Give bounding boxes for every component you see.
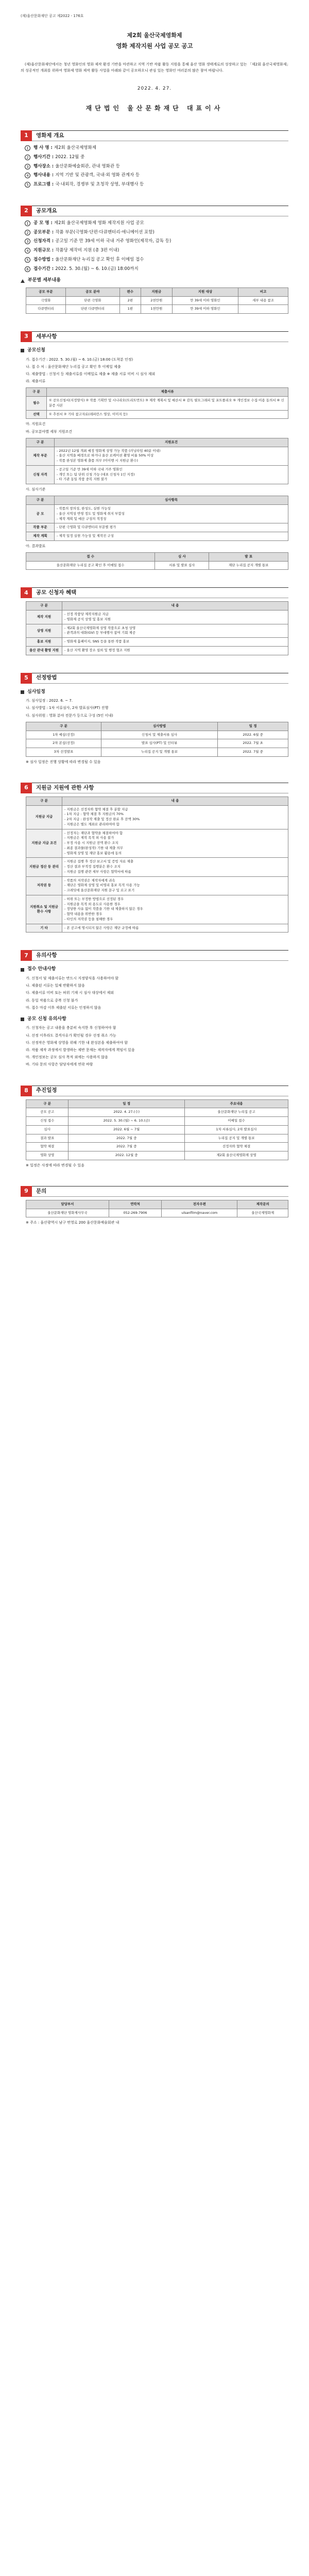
- section-detail: [21, 331, 288, 570]
- note: ※ 심사 일정은 진행 상황에 따라 변경될 수 있음: [26, 759, 101, 764]
- section-title: 유의사항: [36, 952, 57, 959]
- item-number: 4: [25, 248, 30, 253]
- subheading-text: 접수 안내사항: [27, 967, 56, 972]
- table-row: [26, 876, 288, 895]
- list-item: [25, 247, 288, 254]
- text-line: 다. 제출방법 : 신청서 등 제출서류를 이메일로 제출 ※ 제출 서류 미비 시 심사 제외: [26, 372, 156, 377]
- text-line: 나. 제출된 서류는 일체 반환하지 않음: [26, 984, 85, 988]
- column-header: 비고: [238, 287, 288, 296]
- item-value: 지역 기반 및 관광객, 국내·외 영화 관계자 등: [55, 173, 140, 178]
- column-header: 구 분: [26, 388, 47, 397]
- support-table: [26, 287, 288, 314]
- table-cell: 선정자와 협약 체결: [185, 1143, 288, 1151]
- table-row: [26, 1125, 288, 1134]
- section-number: 1: [21, 130, 32, 141]
- table-row: [26, 1108, 288, 1117]
- table-row: [26, 505, 288, 523]
- item-number: 2: [25, 155, 30, 160]
- square-bullet-icon: [21, 968, 24, 972]
- column-header: 심사항목: [55, 496, 288, 505]
- item-number: 1: [25, 221, 30, 226]
- table-row: [26, 895, 288, 924]
- table-cell: 2022. 5. 30.(월) ~ 6. 10.(금): [68, 1117, 185, 1126]
- organization-name: 재단법인 울산문화재단 대표이사: [85, 105, 224, 112]
- item-key: 접수방법 :: [33, 257, 54, 262]
- section-number: 5: [21, 673, 32, 684]
- section-title: 추진일정: [36, 1087, 57, 1094]
- row-label: 지원금 정산 등 관리: [26, 858, 62, 876]
- section-title: 세부사항: [36, 333, 57, 340]
- table-cell: 만 39세 이하 영화인: [172, 296, 238, 305]
- table-cell: 울산문화재단 누리집 공고 확인 후 이메일 접수: [26, 561, 155, 570]
- table-cell: 단편 다큐멘터리: [65, 305, 119, 314]
- table-cell: - 지원금은 선정자와 협약 체결 후 분할 지급 - 1차 지급 : 협약 체결 후 지원금의 70% - 2차 지급 : 완성작 제출 및 정산 완료 후 잔액 30% - 지원금은 별도 계좌로 관리하여야 함: [62, 805, 288, 829]
- section-header: [21, 206, 288, 216]
- item-key: 행사내용 :: [33, 173, 54, 178]
- text-line: 마. 개인정보는 공모 심사 목적 외에는 사용하지 않음: [26, 1055, 108, 1060]
- text-line: 가. 신청서 및 제출서류는 반드시 지정양식을 사용하여야 함: [26, 976, 119, 980]
- column-header: 전자우편: [162, 1200, 237, 1209]
- section-contact: [21, 1186, 288, 1226]
- table-cell: - 본 공고에 명시되지 않은 사항은 재단 규정에 따름: [62, 924, 288, 933]
- notice-date: 2022. 4. 27.: [137, 86, 172, 91]
- table-cell: - 단편 극영화 및 다큐멘터리 부문별 평가: [55, 523, 288, 532]
- item-value: 국·내외작, 경쟁부 및 초청작 상영, 부대행사 등: [55, 182, 144, 188]
- table-cell: 제2회 울산국제영화제 상영: [185, 1151, 288, 1160]
- subheading-text: 공모신청: [27, 348, 45, 353]
- table-cell: 2022. 4. 27.(수): [68, 1108, 185, 1117]
- column-header: 주요내용: [185, 1099, 288, 1108]
- list-item: [25, 257, 288, 263]
- section-header: [21, 673, 288, 684]
- column-header: 구 분: [26, 602, 62, 611]
- table-cell: 영화 상영: [26, 1151, 68, 1160]
- text-line: 가. 신청자는 공고 내용을 충분히 숙지한 후 신청하여야 함: [26, 1026, 116, 1030]
- table-row: [26, 611, 288, 624]
- table-header-row: [26, 552, 288, 561]
- row-label: 선택: [26, 410, 47, 419]
- section-number: 6: [21, 783, 32, 793]
- list-item: [25, 238, 288, 245]
- subheading: [21, 689, 288, 696]
- table-row: [26, 638, 288, 647]
- table-cell: ulsanfilm@naver.com: [162, 1209, 237, 1217]
- item-number: 4: [25, 173, 30, 178]
- column-header: 구 분: [26, 722, 101, 731]
- table-cell: 서류 및 발표 심사: [155, 561, 209, 570]
- column-header: 공모 부문: [26, 287, 66, 296]
- schedule-table: [26, 1099, 288, 1160]
- table-cell: 울산문화재단 누리집 공고: [185, 1108, 288, 1117]
- item-number: 3: [25, 164, 30, 170]
- table-cell: 2편: [119, 296, 141, 305]
- table-cell: - 2022년 12월 개최 예정 영화제 상영 가능 작품 (러닝타임 40분 이내) - 울산 지역을 배경으로 하거나 울산 로케이션 촬영 비율 50% 이상 - 작품 완성본 영화제 출품 의무 (미이행 시 지원금 환수): [55, 447, 288, 465]
- table-row: [26, 1117, 288, 1126]
- column-header: 공모 분야: [65, 287, 119, 296]
- table-row: [26, 397, 288, 411]
- intro-paragraph: (재)울산문화재단에서는 청년 영화인의 영화 제작 환경 기반을 마련하고 지역 기반 작품 활동 지원을 통해 울산 영화 생태계로의 성장하고 있는 「제2회 울산국제영화제」의 성공적인 개최를 위하여 영화제 영화 제작 활동 사업을 아래와 같이 공모하오니 관심 있는 영화인 여러분의 많은 참여 바랍니다.: [21, 62, 288, 73]
- table-header-row: [26, 602, 288, 611]
- section-number: 8: [21, 1086, 32, 1096]
- text-line: 나. 접 수 처 : 울산문화재단 누리집 공고 확인 후 이메일 제출: [26, 364, 121, 369]
- subheading-text: 부문별 세부내용: [28, 278, 61, 283]
- table-cell: - 울산 지역 촬영 장소 섭외 및 행정 협조 지원: [62, 646, 288, 655]
- table-row: [26, 1151, 288, 1160]
- item-key: 지원규모 :: [33, 248, 54, 253]
- section-grant: [21, 783, 288, 933]
- section-select: [21, 673, 288, 765]
- table-header-row: [26, 1099, 288, 1108]
- section-overview: [21, 130, 288, 188]
- table-row: [26, 624, 288, 638]
- item-number: 5: [25, 257, 30, 263]
- detail-lines: [21, 421, 288, 434]
- caution-lines: [21, 1025, 288, 1067]
- item-key: 행사장소 :: [33, 163, 54, 169]
- section-header: [21, 331, 288, 342]
- text-line: 바. 공모분야별 세부 지원조건: [26, 429, 73, 434]
- table-header-row: [26, 388, 288, 397]
- column-header: 심 사: [155, 552, 209, 561]
- select-lines: [21, 698, 288, 719]
- table-cell: ① 추천서 ② 기타 참고자료(레퍼런스 영상, 이미지 등): [47, 410, 288, 419]
- table-row: [26, 829, 288, 858]
- section-recruit: [21, 206, 288, 314]
- benefit-table: [26, 601, 288, 655]
- text-line: 라. 작품 제작 과정에서 발생하는 제반 문제는 제작자에게 책임이 있음: [26, 1047, 135, 1052]
- table-row: [26, 739, 288, 748]
- section-header: [21, 1186, 288, 1197]
- table-cell: 이메일 접수: [185, 1117, 288, 1126]
- column-header: 발 표: [209, 552, 288, 561]
- section-number: 2: [21, 206, 32, 216]
- table-row: [26, 858, 288, 876]
- table-row: [26, 532, 288, 541]
- table-cell: 다큐멘터리: [26, 305, 66, 314]
- row-label: 지원취소 및 지원금 환수 사항: [26, 895, 62, 924]
- subheading: [21, 1016, 288, 1023]
- table-cell: 2022. 12월 중: [68, 1151, 185, 1160]
- note: ※ 주소 : 울산광역시 남구 번영로 200 울산문화예술회관 내: [26, 1221, 119, 1225]
- column-header: 구 분: [26, 796, 62, 805]
- grant-table: [26, 796, 288, 933]
- text-line: 바. 기타 문의 사항은 담당자에게 연락 바람: [26, 1062, 93, 1067]
- list-item: [25, 154, 288, 161]
- table-cell: 단편 극영화: [65, 296, 119, 305]
- list-item: [25, 229, 288, 236]
- column-header: 제출서류: [47, 388, 288, 397]
- text-line: 라. 동일 작품으로 중복 신청 불가: [26, 998, 78, 1003]
- item-value: 제2회 울산국제영화제 영화 제작지원 사업 공모: [54, 220, 144, 226]
- column-header: 구 분: [26, 438, 55, 447]
- title-line-2: 영화 제작지원 사업 공모 공고: [116, 42, 193, 50]
- table-row: [26, 296, 288, 305]
- item-number: 2: [25, 230, 30, 235]
- table-header-row: [26, 496, 288, 505]
- table-cell: 2022. 7월 중: [68, 1143, 185, 1151]
- column-header: 내 용: [62, 602, 288, 611]
- table-cell: 2천만원: [141, 296, 172, 305]
- table-cell: 극영화: [26, 296, 66, 305]
- table-cell: 신청서 및 제출서류 심사: [101, 731, 217, 739]
- triangle-bullet-icon: [21, 279, 25, 283]
- section-header: [21, 950, 288, 961]
- text-line: 다. 심사위원 : 영화 분야 전문가 등으로 구성 (5인 이내): [26, 713, 113, 718]
- list-item: [25, 163, 288, 170]
- row-label: 홍보 지원: [26, 638, 62, 647]
- item-value: 작품 부문(극영화·단편·다큐멘터리·애니메이션 포함): [55, 229, 154, 235]
- list-item: [25, 145, 288, 151]
- title-line-1: 제2회 울산국제영화제: [127, 31, 182, 39]
- table-header-row: [26, 287, 288, 296]
- documents-table: [26, 387, 288, 419]
- table-header-row: [26, 1200, 288, 1209]
- table-cell: 2022. 6월 ~ 7월: [68, 1125, 185, 1134]
- section-header: [21, 130, 288, 141]
- table-cell: [238, 305, 288, 314]
- table-cell: - 선정 작품당 제작지원금 지급 - 영화제 공식 상영 및 홍보 지원: [62, 611, 288, 624]
- text-line: 다. 제출서류 미비 또는 허위 기재 시 심사 대상에서 제외: [26, 991, 114, 995]
- column-header: 접 수: [26, 552, 155, 561]
- list-item: [25, 220, 288, 227]
- section-title: 선정방법: [36, 674, 57, 681]
- section-header: [21, 783, 288, 793]
- item-number: 6: [25, 266, 30, 272]
- detail-lines: [21, 487, 288, 493]
- table-cell: - 제2회 울산국제영화제 상영 작품으로 초청 상영 - 관객과의 대화(GV) 등 부대행사 참여 기회 제공: [62, 624, 288, 638]
- table-cell: 1차 예심(선정): [26, 731, 101, 739]
- table-header-row: [26, 438, 288, 447]
- item-key: 신청자격 :: [33, 239, 54, 244]
- square-bullet-icon: [21, 1018, 24, 1021]
- item-value: 울산문화재단 누리집 공고 확인 후 이메일 접수: [55, 257, 144, 262]
- detail-lines: [21, 357, 288, 385]
- table-row: [26, 1209, 288, 1217]
- table-row: [26, 646, 288, 655]
- table-cell: - 선정자는 재단과 협약을 체결하여야 함 - 지원금은 제작 목적 외 사용 불가 - 부정 사용 시 지원금 전액 환수 조치 - 최종 결과물(완성작) 기한 내 제출 의무 - 영화제 상영 및 재단 홍보 활용에 동의: [62, 829, 288, 858]
- section-title: 공모개요: [36, 207, 57, 214]
- table-row: [26, 305, 288, 314]
- item-key: 공 모 명 :: [33, 220, 53, 226]
- table-cell: 3차 선정발표: [26, 748, 101, 757]
- table-cell: 누리집 공지 및 개별 통보: [101, 748, 217, 757]
- note: ※ 일정은 사정에 따라 변경될 수 있음: [26, 1163, 84, 1167]
- row-label: 기 타: [26, 924, 62, 933]
- notice-number: (재)울산문화재단 공고 제2022 - 176호: [21, 14, 84, 18]
- text-line: 마. 접수 마감 이후 제출된 서류는 인정하지 않음: [26, 1005, 101, 1010]
- column-header: 지원요건: [55, 438, 288, 447]
- table-row: [26, 1143, 288, 1151]
- table-cell: - 영화제 홈페이지, SNS 등을 통한 작품 홍보: [62, 638, 288, 647]
- table-cell: 2차 본심(선정): [26, 739, 101, 748]
- text-line: 가. 심사일정 : 2022. 6. ~ 7.: [26, 699, 73, 703]
- column-header: 담당부서: [26, 1200, 109, 1209]
- subheading-text: 공모 신청 유의사항: [27, 1016, 66, 1022]
- table-cell: 2022. 6월 중: [218, 731, 288, 739]
- page-title: [21, 30, 288, 53]
- table-cell: 심사: [26, 1125, 68, 1134]
- table-cell: 2022. 7월 중: [68, 1134, 185, 1143]
- detail-lines: [21, 544, 288, 549]
- row-label: 제작 지원: [26, 611, 62, 624]
- item-number: 5: [25, 182, 30, 188]
- section-title: 지원금 지원에 관한 사항: [36, 784, 94, 791]
- text-line: 라. 제출서류: [26, 379, 46, 384]
- column-header: 연락처: [109, 1200, 161, 1209]
- subheading-text: 심사일정: [27, 689, 45, 694]
- table-cell: 발표 심사(PT) 및 인터뷰: [101, 739, 217, 748]
- column-header: 구 분: [26, 1099, 68, 1108]
- table-cell: - 공고일 기준 만 39세 이하 국내 거주 영화인 - 개인 또는 팀 단위 신청 가능 (대표 신청자 1인 지정) - 타 기관 동일 작품 중복 지원 불가: [55, 465, 288, 484]
- row-label: 지원금 지급 조건: [26, 829, 62, 858]
- section-header: [21, 1086, 288, 1096]
- text-line: 나. 심사방법 : 1차 서류심사, 2차 발표심사(PT) 진행: [26, 706, 109, 710]
- caution-lines: [21, 976, 288, 1011]
- table-cell: 울산문화재단 영화제사무국: [26, 1209, 109, 1217]
- section-number: 4: [21, 587, 32, 598]
- table-row: [26, 748, 288, 757]
- evaluation-table: [26, 496, 288, 541]
- table-cell: - 작품의 창의성, 완성도, 실현 가능성 - 울산 지역성 반영 정도 및 영화제 취지 부합성 - 제작 계획 및 예산 구성의 적정성: [55, 505, 288, 523]
- row-label: 상영 지원: [26, 624, 62, 638]
- overview-list: [21, 145, 288, 188]
- section-benefit: [21, 587, 288, 655]
- item-value: 2022. 12월 중: [55, 154, 85, 160]
- row-label: 제작 부문: [26, 447, 55, 465]
- table-row: [26, 1134, 288, 1143]
- text-line: 나. 선정 이후라도 결격사유가 확인될 경우 선정 취소 가능: [26, 1033, 116, 1038]
- item-key: 행 사 명 :: [33, 145, 53, 151]
- item-key: 공모부문 :: [33, 229, 54, 235]
- result-table: [26, 552, 288, 570]
- column-header: 편수: [119, 287, 141, 296]
- subheading: [21, 966, 288, 973]
- section-header: [21, 587, 288, 598]
- row-label: 제작 계획: [26, 532, 55, 541]
- text-line: 가. 접수기간 : 2022. 5. 30.(월) ~ 6. 10.(금) 18:00 (도착분 인정): [26, 357, 133, 362]
- table-cell: - 제작 일정 실현 가능성 및 제작진 구성: [55, 532, 288, 541]
- item-value: 작품당 제작비 지원 (총 3편 이내): [55, 248, 119, 253]
- section-schedule: [21, 1086, 288, 1168]
- subheading: [21, 347, 288, 354]
- table-cell: 누리집 공지 및 개별 통보: [185, 1134, 288, 1143]
- item-number: 1: [25, 145, 30, 151]
- table-cell: - 지원금 집행 후 정산 보고서 및 증빙 자료 제출 - 정산 결과 부적정 집행분은 환수 조치 - 지원금 집행 관련 세부 사항은 협약서에 따름: [62, 858, 288, 876]
- table-cell: 세부 내용 참조: [238, 296, 288, 305]
- item-value: 제2회 울산국제영화제: [54, 145, 96, 151]
- section-number: 3: [21, 331, 32, 342]
- text-line: 아. 결과발표: [26, 544, 46, 548]
- recruit-list: [21, 220, 288, 273]
- table-cell: 결과 발표: [26, 1134, 68, 1143]
- item-value: 2022. 5. 30.(월) ~ 6. 10.(금) 18:00까지: [55, 266, 139, 272]
- table-cell: - 작품의 저작권은 제작자에게 귀속 - 재단은 영화제 상영 및 비영리 홍보 목적 사용 가능 - 크레딧에 울산문화재단 지원 문구 및 로고 표기: [62, 876, 288, 895]
- row-label: 작품 부문: [26, 523, 55, 532]
- table-cell: 2022. 7월 초: [218, 739, 288, 748]
- item-key: 프로그램 :: [33, 182, 54, 188]
- list-item: [25, 172, 288, 179]
- table-cell: 1차 서류심사, 2차 발표심사: [185, 1125, 288, 1134]
- table-cell: 2022. 7월 중: [218, 748, 288, 757]
- table-cell: 공모 공고: [26, 1108, 68, 1117]
- table-row: [26, 731, 288, 739]
- table-cell: 협약 체결: [26, 1143, 68, 1151]
- section-number: 9: [21, 1186, 32, 1197]
- conditions-table: [26, 438, 288, 484]
- table-row: [26, 805, 288, 829]
- column-header: 심사방법: [101, 722, 217, 731]
- list-item: [25, 181, 288, 188]
- table-header-row: [26, 796, 288, 805]
- table-cell: ① 공모신청서(지정양식) ② 작품 기획안 및 시나리오(트리트먼트) ③ 제작 계획서 및 예산서 ④ 감독 필모그래피 및 포트폴리오 ⑤ 개인정보 수집·이용 동의서 ⑥ 신분증 사본: [47, 397, 288, 411]
- table-row: [26, 561, 288, 570]
- item-number: 3: [25, 239, 30, 244]
- square-bullet-icon: [21, 349, 24, 352]
- table-row: [26, 465, 288, 484]
- section-title: 영화제 개요: [36, 132, 64, 139]
- section-title: 문의: [36, 1188, 47, 1194]
- text-line: 다. 선정작은 영화제 상영을 위해 기한 내 완성본을 제출하여야 함: [26, 1040, 128, 1045]
- row-label: 저작권 등: [26, 876, 62, 895]
- table-cell: - 허위 또는 부정한 방법으로 선정된 경우 - 지원금을 목적 외 용도로 사용한 경우 - 정당한 사유 없이 작품을 기한 내 제출하지 않은 경우 - 협약 내용을 위반한 경우 - 타인의 저작권 등을 침해한 경우: [62, 895, 288, 924]
- column-header: 구 분: [26, 496, 55, 505]
- table-cell: 신청 접수: [26, 1117, 68, 1126]
- item-key: 행사기간 :: [33, 154, 54, 160]
- column-header: 제작문의: [237, 1200, 288, 1209]
- table-cell: 울산국제영화제: [237, 1209, 288, 1217]
- item-value: 공고일 기준 만 39세 이하 국내 거주 영화인(제작자, 감독 등): [55, 239, 171, 244]
- table-header-row: [26, 722, 288, 731]
- text-line: 마. 지원요건: [26, 422, 46, 427]
- column-header: 내 용: [62, 796, 288, 805]
- table-cell: 재단 누리집 공지 개별 통보: [209, 561, 288, 570]
- table-cell: 052-269-7906: [109, 1209, 161, 1217]
- section-caution: [21, 950, 288, 1067]
- table-cell: 1편: [119, 305, 141, 314]
- table-cell: 만 39세 이하 영화인: [172, 305, 238, 314]
- contact-table: [26, 1200, 288, 1218]
- subheading: [21, 277, 288, 284]
- section-title: 공모 신청자 혜택: [36, 589, 77, 596]
- row-label: 공 모: [26, 505, 55, 523]
- selection-schedule-table: [26, 722, 288, 757]
- text-line: 사. 심사기준: [26, 487, 46, 492]
- table-row: [26, 924, 288, 933]
- item-value: 울산문화예술회관, 관내 영화관 등: [55, 163, 120, 169]
- item-key: 접수기간 :: [33, 266, 54, 272]
- section-number: 7: [21, 950, 32, 961]
- table-row: [26, 447, 288, 465]
- column-header: 지원 대상: [172, 287, 238, 296]
- square-bullet-icon: [21, 690, 24, 694]
- row-label: 지원금 지급: [26, 805, 62, 829]
- table-row: [26, 523, 288, 532]
- table-cell: 1천만원: [141, 305, 172, 314]
- column-header: 일 정: [68, 1099, 185, 1108]
- table-row: [26, 410, 288, 419]
- row-label: 울산 관내 촬영 지원: [26, 646, 62, 655]
- column-header: 지원금: [141, 287, 172, 296]
- row-label: 필수: [26, 397, 47, 411]
- column-header: 일 정: [218, 722, 288, 731]
- row-label: 신청 자격: [26, 465, 55, 484]
- list-item: [25, 266, 288, 273]
